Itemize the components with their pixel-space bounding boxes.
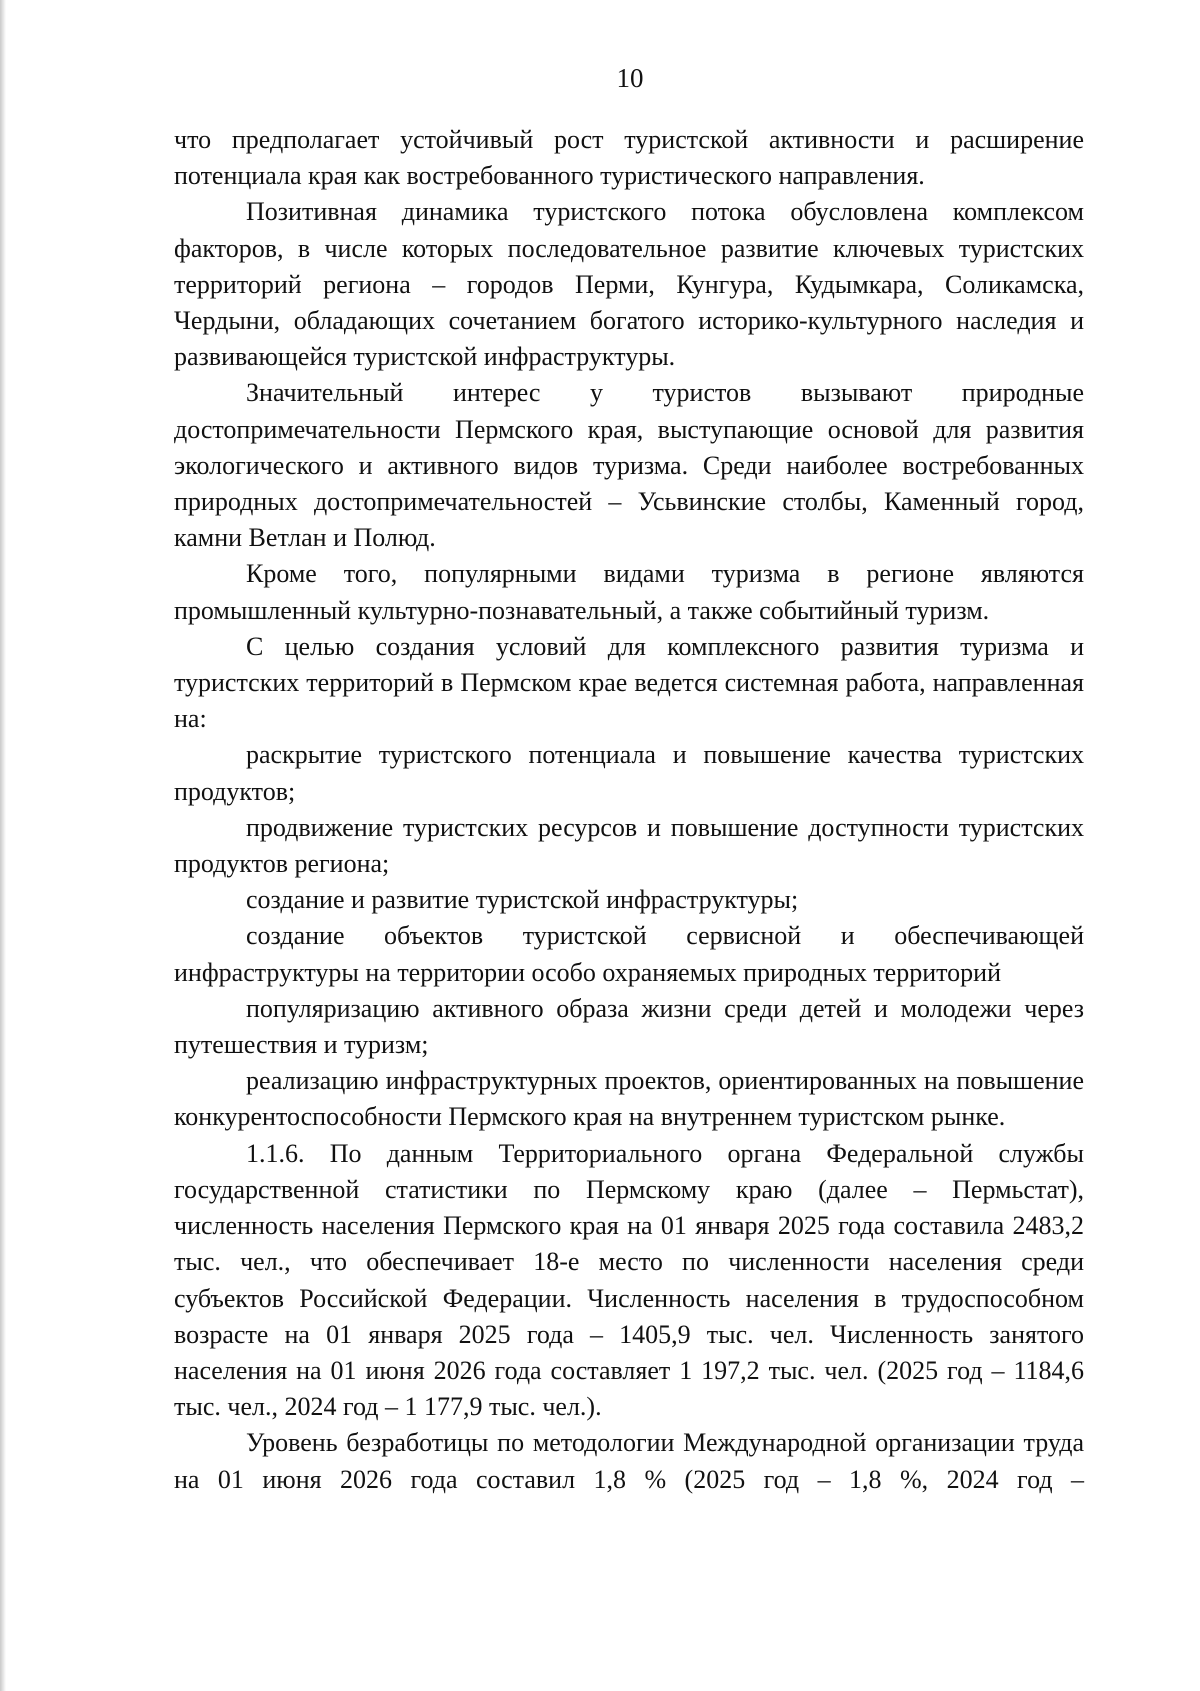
scan-edge-shadow [0,0,6,1691]
paragraph-tourist-flow-factors: Позитивная динамика туристского потока обусловлена комплексом факторов, в числе которых последовательное развитие ключевых туристских территорий региона – городов Перми, Кунгура, Кудымкара, Соликамска, Чердыни, обладающих сочетанием богатого историко-культурного наследия и развивающейся туристской инфраструктуры. [174,197,1084,372]
paragraph-popular-tourism-types: Кроме того, популярными видами туризма в регионе являются промышленный культурно-познавательный, а также событийный туризм. [174,559,1084,625]
paragraph-continuation: что предполагает устойчивый рост туристской активности и расширение потенциала края как востребованного туристического направления. [174,125,1084,191]
list-item-promotion: продвижение туристских ресурсов и повышение доступности туристских продуктов региона; [174,812,1084,879]
paragraph-section-1-1-6-population: 1.1.6. По данным Территориального органа Федеральной службы государственной статистики по Пермскому краю (далее – Пермьстат), численность населения Пермского края на 01 января 2025 года составила 2483,2 тыс. чел., что обеспечивает 18-е место по численности населения среди субъектов Российской Федерации. Численность населения в трудоспособном возрасте на 01 января 2025 года – 1405,9 тыс. чел. Численность занятого населения на 01 июня 2026 года составляет 1 197,2 тыс. чел. (2025 год – 1184,6 тыс. чел., 2024 год – 1 177,9 тыс. чел.). [174,1138,1084,1422]
paragraph-systemic-work-intro: С целью создания условий для комплексного развития туризма и туристских территорий в Пермском крае ведется системная работа, направленная на: [174,631,1084,734]
document-body [174,122,1084,1498]
page-number: 10 [616,63,644,93]
list-item-infrastructure: создание и развитие туристской инфраструктуры; [246,885,799,915]
paragraph-unemployment: Уровень безработицы по методологии Международной организации труда на 01 июня 2026 года составил 1,8 % (2025 год – 1,8 %, 2024 год – [174,1428,1084,1494]
list-item-projects: реализацию инфраструктурных проектов, ориентированных на повышение конкурентоспособности Пермского края на внутреннем туристском рынке. [174,1066,1084,1132]
paragraph-natural-attractions: Значительный интерес у туристов вызывают природные достопримечательности Пермского края, выступающие основой для развития экологического и активного видов туризма. Среди наиболее востребованных природных достопримечательностей – Усьвинские столбы, Каменный город, камни Ветлан и Полюд. [174,378,1084,553]
list-item-active-lifestyle: популяризацию активного образа жизни среди детей и молодежи через путешествия и туризм; [174,993,1084,1060]
list-item-potential: раскрытие туристского потенциала и повышение качества туристских продуктов; [174,740,1084,806]
list-item-protected-areas: создание объектов туристской сервисной и обеспечивающей инфраструктуры на территории особо охраняемых природных территорий [174,921,1084,987]
